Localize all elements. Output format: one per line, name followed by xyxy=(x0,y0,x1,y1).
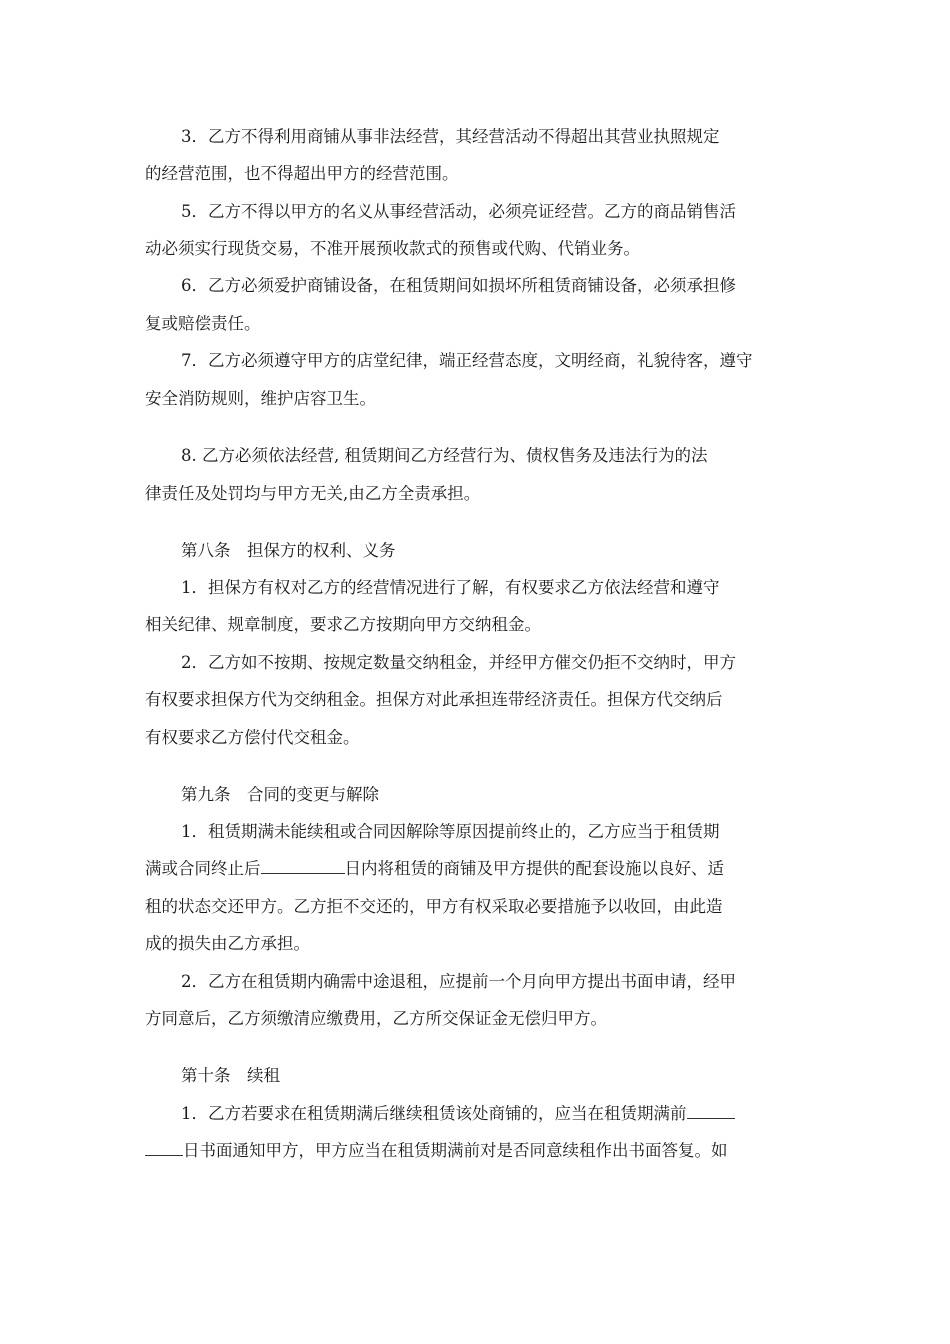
clause-9-item-1-line-4: 成的损失由乙方承担。 xyxy=(145,934,310,953)
clause-7-item-3-line-1: 3．乙方不得利用商铺从事非法经营，其经营活动不得超出其营业执照规定 xyxy=(181,127,720,146)
clause-9-item-2-line-2: 方同意后，乙方须缴清应缴费用，乙方所交保证金无偿归甲方。 xyxy=(145,1009,607,1028)
clause-9-item-1-line-2 xyxy=(145,858,810,880)
clause-8-item-2-line-3: 有权要求乙方偿付代交租金。 xyxy=(145,728,360,747)
section-heading-article-9: 第九条 合同的变更与解除 xyxy=(181,785,379,804)
clause-9-item-1-line-2-after-blank: 日内将租赁的商铺及甲方提供的配套设施以良好、适 xyxy=(344,859,724,878)
clause-7-item-6-line-1: 6．乙方必须爱护商铺设备，在租赁期间如损坏所租赁商铺设备，必须承担修 xyxy=(181,276,736,295)
clause-9-item-1-line-3: 租的状态交还甲方。乙方拒不交还的，甲方有权采取必要措施予以收回，由此造 xyxy=(145,897,723,916)
clause-9-item-1-line-2-before-blank: 满或合同终止后 xyxy=(145,859,261,878)
section-heading-article-10: 第十条 续租 xyxy=(181,1066,280,1085)
clause-10-item-1-line-1-text: 1．乙方若要求在租赁期满后继续租赁该处商铺的，应当在租赁期满前 xyxy=(181,1104,687,1123)
clause-7-item-5-line-2: 动必须实行现货交易，不准开展预收款式的预售或代购、代销业务。 xyxy=(145,239,640,258)
clause-10-item-1-line-2-text: 日书面通知甲方，甲方应当在租赁期满前对是否同意续租作出书面答复。如 xyxy=(183,1141,728,1160)
days-blank[interactable] xyxy=(261,858,345,874)
clause-7-item-7-line-2: 安全消防规则，维护店容卫生。 xyxy=(145,389,376,408)
clause-9-item-2-line-1: 2．乙方在租赁期内确需中途退租，应提前一个月向甲方提出书面申请，经甲 xyxy=(181,972,736,991)
clause-9-item-1-line-1: 1．租赁期满未能续租或合同因解除等原因提前终止的，乙方应当于租赁期 xyxy=(181,822,720,841)
clause-8-item-1-line-1: 1．担保方有权对乙方的经营情况进行了解，有权要求乙方依法经营和遵守 xyxy=(181,578,720,597)
notice-days-blank-part-2[interactable] xyxy=(145,1140,183,1156)
clause-7-item-6-line-2: 复或赔偿责任。 xyxy=(145,314,261,333)
clause-8-item-2-line-2: 有权要求担保方代为交纳租金。担保方对此承担连带经济责任。担保方代交纳后 xyxy=(145,690,723,709)
clause-7-item-8-line-2: 律责任及处罚均与甲方无关,由乙方全责承担。 xyxy=(145,484,481,503)
section-heading-article-8: 第八条 担保方的权利、义务 xyxy=(181,541,396,560)
clause-10-item-1-line-1 xyxy=(181,1103,810,1125)
notice-days-blank-part-1[interactable] xyxy=(687,1103,735,1119)
clause-7-item-5-line-1: 5．乙方不得以甲方的名义从事经营活动，必须亮证经营。乙方的商品销售活 xyxy=(181,202,736,221)
clause-8-item-2-line-1: 2．乙方如不按期、按规定数量交纳租金，并经甲方催交仍拒不交纳时，甲方 xyxy=(181,653,736,672)
clause-7-item-3-line-2: 的经营范围，也不得超出甲方的经营范围。 xyxy=(145,164,459,183)
clause-8-item-1-line-2: 相关纪律、规章制度，要求乙方按期向甲方交纳租金。 xyxy=(145,615,541,634)
clause-7-item-8-line-1: 8. 乙方必须依法经营, 租赁期间乙方经营行为、债权售务及违法行为的法 xyxy=(181,446,708,465)
clause-10-item-1-line-2 xyxy=(145,1140,810,1162)
clause-7-item-7-line-1: 7．乙方必须遵守甲方的店堂纪律，端正经营态度，文明经商，礼貌待客，遵守 xyxy=(181,351,753,370)
